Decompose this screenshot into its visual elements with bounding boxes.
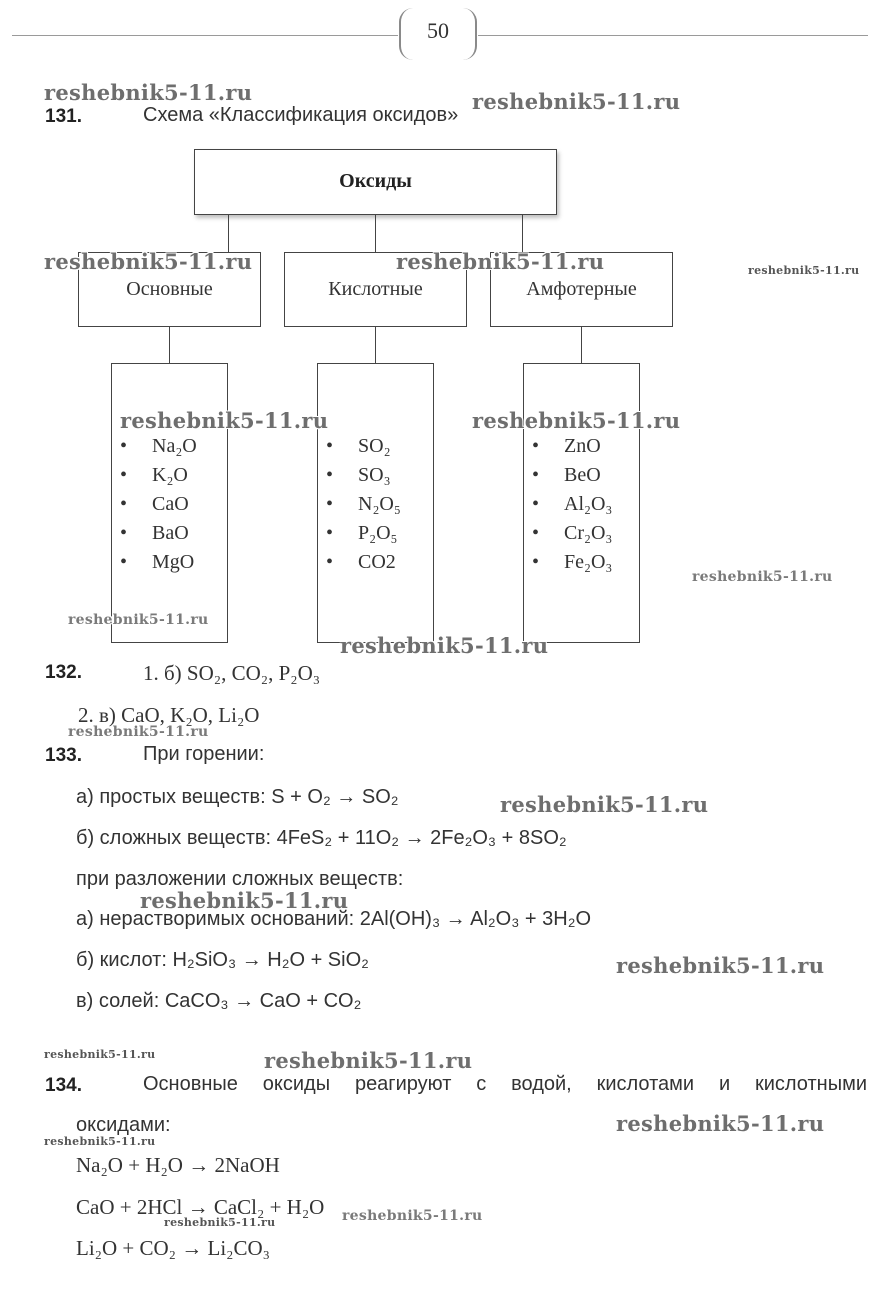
watermark: reshebnik5-11.ru xyxy=(616,1111,825,1136)
watermark: reshebnik5-11.ru xyxy=(120,408,329,433)
connector-basic-list xyxy=(169,327,170,363)
page-number: 50 xyxy=(427,18,449,43)
task-133-line-1: а) простых веществ: S + O₂ → SO₂ xyxy=(76,786,399,808)
list-item: • Fe₂O₃ xyxy=(532,548,612,577)
list-item: • BaO xyxy=(120,519,197,548)
task-133-line-4: а) нерастворимых оснований: 2Al(OH)₃ → Al₂O₃ + 3H₂O xyxy=(76,908,592,930)
task-132-number: 132. xyxy=(45,662,82,683)
list-item: • N₂O₅ xyxy=(326,490,401,519)
list-item: • CaO xyxy=(120,490,197,519)
task-131-title: Схема «Классификация оксидов» xyxy=(143,104,459,126)
header-rule-right xyxy=(478,35,868,36)
connector-amphoteric-list xyxy=(581,327,582,363)
watermark: reshebnik5-11.ru xyxy=(500,792,709,817)
watermark: reshebnik5-11.ru xyxy=(340,633,549,658)
list-item: • Al₂O₃ xyxy=(532,490,612,519)
task-133-line-6: в) солей: CaCO₃ → CaO + CO₂ xyxy=(76,990,362,1012)
header-rule-left xyxy=(12,35,398,36)
watermark: reshebnik5-11.ru xyxy=(264,1048,473,1073)
task-134-intro-line-1: Основные оксиды реагируют с водой, кислотами и кислотными xyxy=(143,1073,867,1095)
oxide-list-acidic xyxy=(326,432,401,577)
task-133-line-3: при разложении сложных веществ: xyxy=(76,868,404,890)
task-132-line-1: 1. б) SO₂, CO₂, P₂O₃ xyxy=(143,661,321,685)
root-box xyxy=(194,149,557,215)
watermark: reshebnik5-11.ru xyxy=(44,80,253,105)
list-item: • Na₂O xyxy=(120,432,197,461)
category-label-amphoteric: Амфотерные xyxy=(526,278,637,300)
task-133-line-2: б) сложных веществ: 4FeS₂ + 11O₂ → 2Fe₂O₃ + 8SO₂ xyxy=(76,827,567,849)
watermark: reshebnik5-11.ru xyxy=(342,1208,483,1224)
list-item: • ZnO xyxy=(532,432,612,461)
watermark: reshebnik5-11.ru xyxy=(472,89,681,114)
watermark: reshebnik5-11.ru xyxy=(748,264,860,277)
category-label-acidic: Кислотные xyxy=(328,278,423,300)
oxide-list-basic xyxy=(120,432,197,577)
watermark: reshebnik5-11.ru xyxy=(44,249,253,274)
list-item: • P₂O₅ xyxy=(326,519,401,548)
connector-root-right xyxy=(522,215,523,252)
list-item: • BeO xyxy=(532,461,612,490)
watermark: reshebnik5-11.ru xyxy=(616,953,825,978)
task-134-equation-3: Li₂O + CO₂ → Li₂CO₃ xyxy=(76,1236,270,1260)
watermark: reshebnik5-11.ru xyxy=(692,569,833,585)
list-item: • K₂O xyxy=(120,461,197,490)
connector-root-left xyxy=(228,215,229,252)
list-item: • Cr₂O₃ xyxy=(532,519,612,548)
connector-acidic-list xyxy=(375,327,376,363)
task-134-equation-1: Na₂O + H₂O → 2NaOH xyxy=(76,1153,280,1177)
oxide-list-amphoteric xyxy=(532,432,612,577)
watermark: reshebnik5-11.ru xyxy=(140,888,349,913)
connector-root-middle xyxy=(375,215,376,252)
list-item: • SO₂ xyxy=(326,432,401,461)
task-133-number: 133. xyxy=(45,745,82,766)
task-133-line-5: б) кислот: H₂SiO₃ → H₂O + SiO₂ xyxy=(76,949,369,971)
watermark: reshebnik5-11.ru xyxy=(396,249,605,274)
watermark: reshebnik5-11.ru xyxy=(68,612,209,628)
watermark: reshebnik5-11.ru xyxy=(68,724,209,740)
task-132-line-2: 2. в) CaO, K₂O, Li₂O xyxy=(78,703,260,727)
watermark: reshebnik5-11.ru xyxy=(472,408,681,433)
watermark: reshebnik5-11.ru xyxy=(44,1135,156,1148)
list-item: • SO₃ xyxy=(326,461,401,490)
task-134-number: 134. xyxy=(45,1075,82,1096)
task-133-heading: При горении: xyxy=(143,743,265,765)
task-134-intro-line-2: оксидами: xyxy=(76,1114,171,1136)
category-label-basic: Основные xyxy=(126,278,213,300)
watermark: reshebnik5-11.ru xyxy=(164,1216,276,1229)
task-131-number: 131. xyxy=(45,106,82,127)
list-item: • CO2 xyxy=(326,548,401,577)
list-item: • MgO xyxy=(120,548,197,577)
watermark: reshebnik5-11.ru xyxy=(44,1048,156,1061)
root-label: Оксиды xyxy=(339,170,412,192)
task-134-equation-2: CaO + 2HCl → CaCl₂ + H₂O xyxy=(76,1195,325,1219)
